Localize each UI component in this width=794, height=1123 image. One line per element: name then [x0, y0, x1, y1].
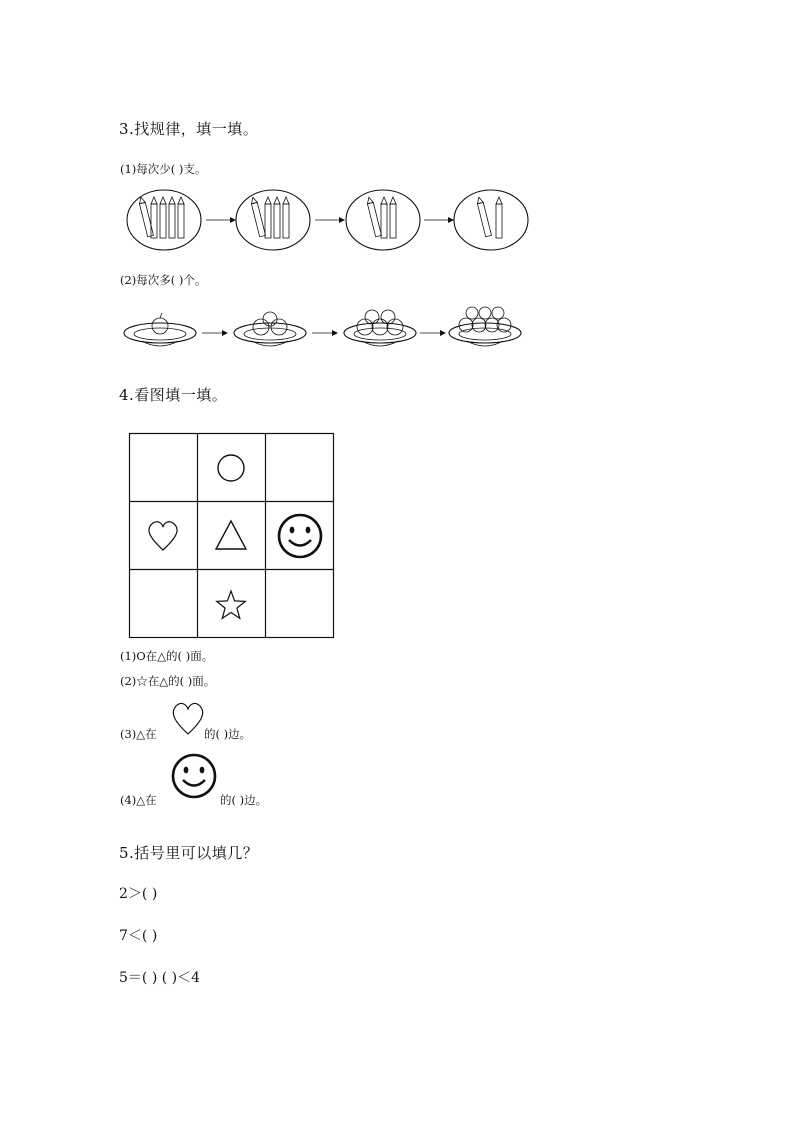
expression-1: 2＞( ): [119, 886, 158, 902]
expression-3: 5＝( ) ( )＜4: [119, 970, 201, 986]
heart-icon: [170, 701, 206, 735]
arrow-2: [315, 217, 345, 223]
pencil-group-2: [236, 190, 310, 250]
pencil-group-1: [127, 190, 201, 250]
question-4-4-pre: (4)△在: [120, 793, 157, 807]
plate-2: [234, 312, 306, 346]
grid-star: [217, 591, 246, 618]
section-5-heading: 5.括号里可以填几？: [119, 844, 259, 862]
arrow-3: [424, 217, 454, 223]
question-4-1: (1)O在△的( )面。: [120, 649, 214, 663]
apple-sequence-figure: [122, 305, 542, 355]
arrow-1: [206, 217, 236, 223]
grid-circle: [218, 455, 244, 481]
grid-triangle: [216, 521, 246, 549]
pencil-group-4: [454, 190, 528, 250]
question-4-4-post: 的( )边。: [220, 793, 268, 807]
plate-1: [124, 313, 196, 346]
grid-heart: [149, 522, 177, 550]
question-4-2: (2)☆在△的( )面。: [120, 674, 216, 688]
section-3-heading: 3.找规律，填一填。: [119, 120, 259, 138]
arrow-5: [312, 330, 338, 336]
smiley-icon: [170, 752, 220, 802]
plate-4: [449, 307, 521, 346]
section-4-heading: 4.看图填一填。: [119, 386, 228, 404]
position-grid: [129, 433, 335, 639]
question-3-1: (1)每次少( )支。: [120, 162, 207, 176]
question-4-3-post: 的( )边。: [204, 727, 252, 741]
pencil-sequence-figure: [120, 186, 540, 256]
pencil-group-3: [346, 190, 420, 250]
question-4-3-pre: (3)△在: [120, 727, 157, 741]
expression-2: 7＜( ): [119, 928, 158, 944]
grid-smiley: [279, 515, 321, 557]
question-3-2: (2)每次多( )个。: [120, 273, 207, 287]
plate-3: [344, 310, 416, 346]
arrow-4: [202, 330, 228, 336]
arrow-6: [420, 330, 446, 336]
